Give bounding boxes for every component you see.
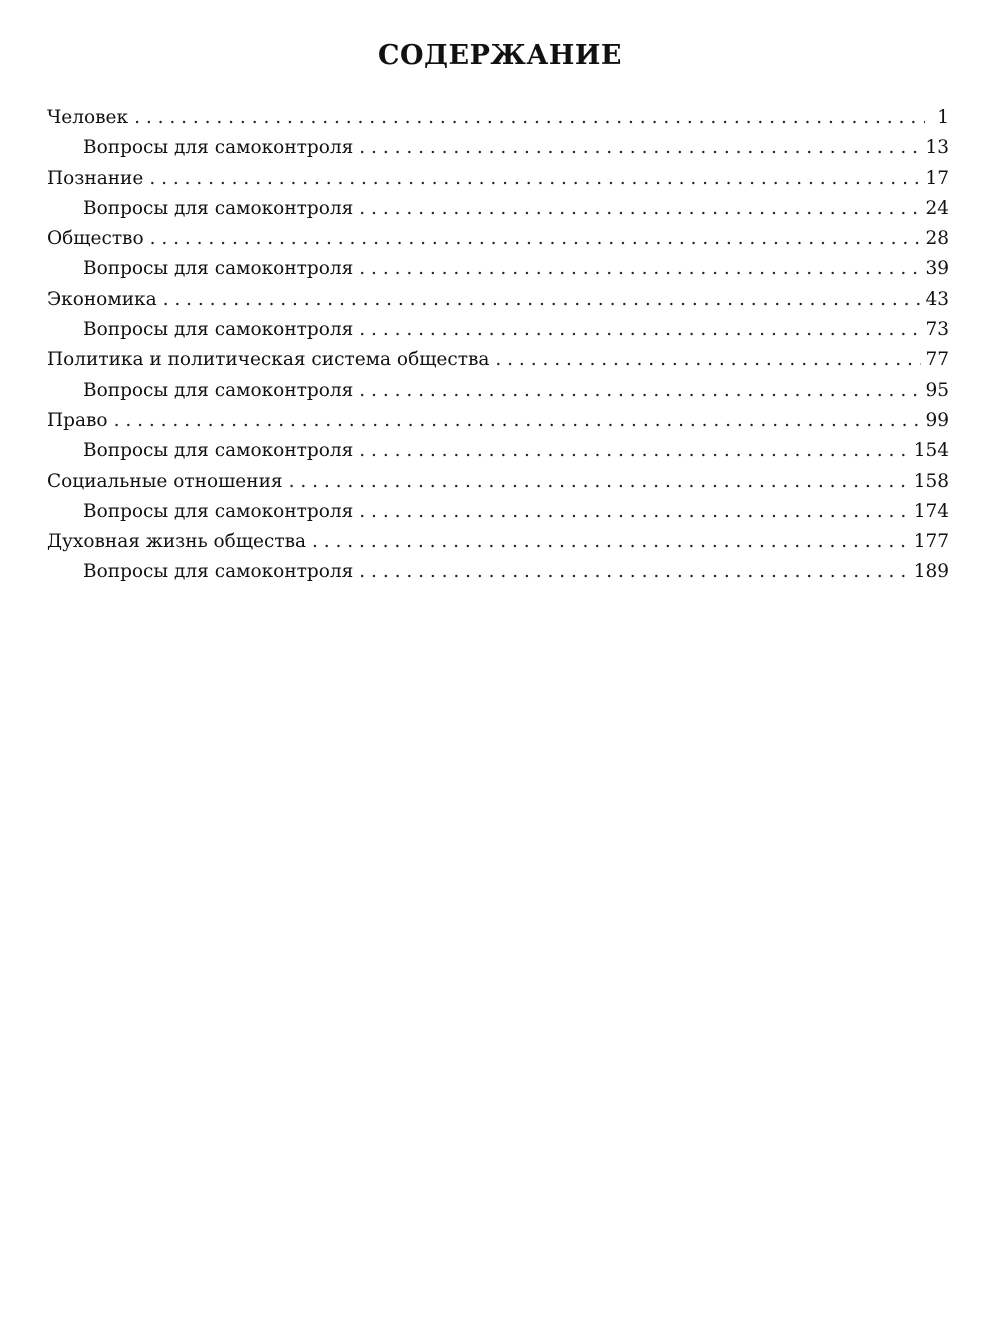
dot-leader [359,501,909,522]
toc-subentry[interactable] [47,440,949,470]
toc-page-number: 17 [925,167,949,189]
dot-leader [149,168,921,189]
toc-entry-label: Вопросы для самоконтроля [83,379,354,401]
toc-subentry[interactable] [47,198,949,228]
toc-page-number: 39 [925,258,949,280]
toc-page-number: 158 [913,470,949,492]
toc-entry[interactable] [47,471,949,501]
dot-leader [150,228,922,249]
toc-entry[interactable] [47,410,949,440]
toc-subentry[interactable] [47,501,949,531]
toc-entry-label: Духовная жизнь общества [47,531,307,553]
dot-leader [163,289,922,310]
toc-page-number: 28 [925,228,949,250]
toc-page-number: 73 [925,319,949,341]
toc-entry-label: Человек [47,107,129,128]
dot-leader [359,440,909,461]
toc-page-number: 189 [913,561,949,583]
toc-entry-label: Право [47,409,108,431]
dot-leader [114,410,922,431]
toc-page-number: 13 [925,137,949,159]
toc-entry[interactable] [47,349,949,379]
page-title: СОДЕРЖАНИЕ [378,40,622,71]
toc-entry-label: Вопросы для самоконтроля [83,440,354,462]
toc-entry[interactable] [47,289,949,319]
toc-entry-label: Общество [47,228,144,250]
dot-leader [359,561,909,582]
toc-page-number: 154 [913,440,949,462]
toc-page-number: 77 [925,349,949,371]
dot-leader [359,380,921,401]
dot-leader [359,198,921,219]
toc-entry-label: Вопросы для самоконтроля [83,137,354,159]
toc-entry-label: Экономика [47,288,157,310]
toc-entry-label: Вопросы для самоконтроля [83,500,354,522]
toc-page-number: 1 [937,107,949,128]
toc-page-number: 177 [913,531,949,553]
toc-entry-label: Политика и политическая система общества [47,349,490,371]
toc-subentry[interactable] [47,137,949,167]
dot-leader [359,137,921,158]
toc-subentry[interactable] [47,380,949,410]
toc-entry-label: Вопросы для самоконтроля [83,197,354,219]
dot-leader [312,531,910,552]
dot-leader [134,107,925,128]
toc-entry-label: Вопросы для самоконтроля [83,258,354,280]
toc-entry[interactable] [47,107,949,137]
dot-leader [495,349,921,370]
toc-page-number: 95 [925,379,949,401]
toc-entry-label: Вопросы для самоконтроля [83,319,354,341]
toc-entry[interactable] [47,228,949,258]
toc-entry-label: Вопросы для самоконтроля [83,561,354,583]
dot-leader [289,471,910,492]
toc-subentry[interactable] [47,319,949,349]
toc-subentry[interactable] [47,561,949,591]
table-of-contents [47,107,949,592]
toc-entry-label: Познание [47,167,144,189]
toc-subentry[interactable] [47,258,949,288]
toc-page-number: 174 [913,500,949,522]
toc-entry[interactable] [47,168,949,198]
toc-page-number: 99 [925,409,949,431]
toc-entry[interactable] [47,531,949,561]
dot-leader [359,258,921,279]
toc-page-number: 43 [925,288,949,310]
toc-page-number: 24 [925,197,949,219]
dot-leader [359,319,921,340]
toc-entry-label: Социальные отношения [47,470,283,492]
